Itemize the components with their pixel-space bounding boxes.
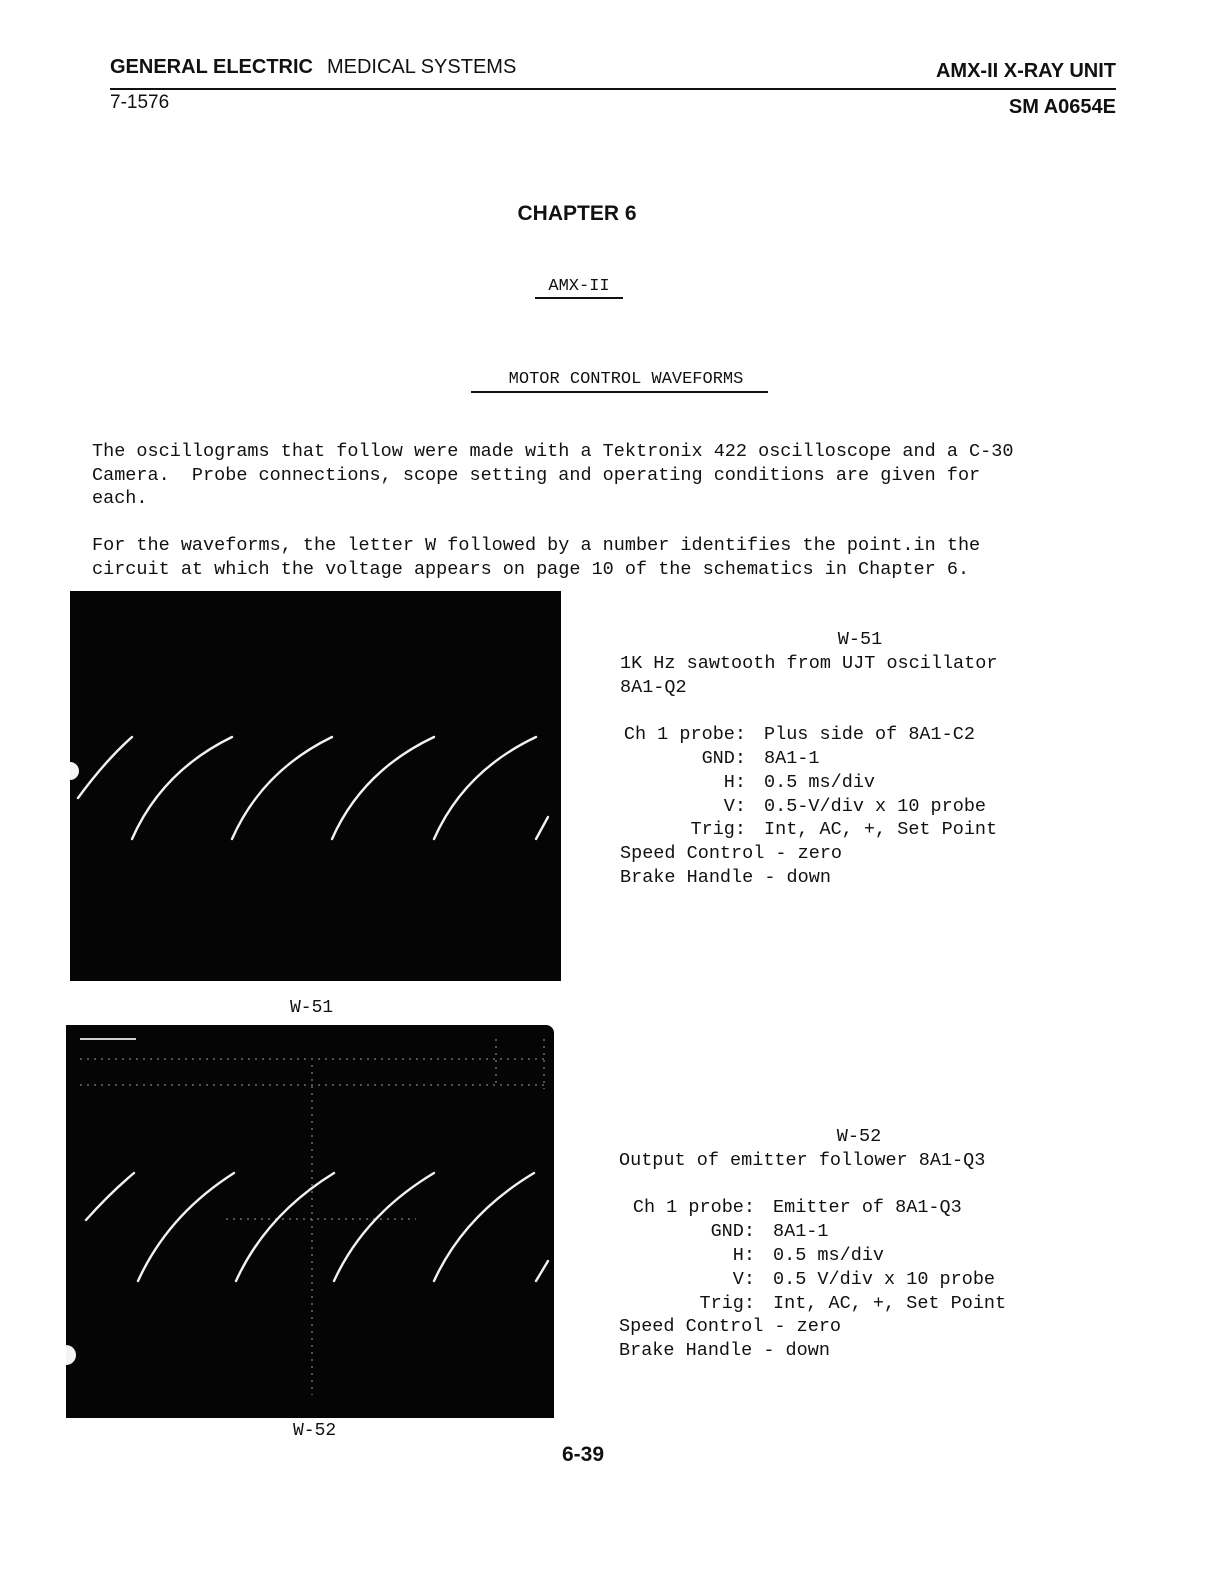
setting-key: GND:	[701, 747, 746, 769]
setting-key: V:	[723, 795, 746, 817]
oscillogram-caption-w51: W-51	[290, 998, 334, 1018]
setting-row	[619, 1292, 1049, 1316]
sawtooth-trace	[86, 1173, 548, 1281]
condition-line: Speed Control - zero	[620, 843, 843, 865]
condition-line: Brake Handle - down	[619, 1340, 830, 1362]
setting-value: Plus side of 8A1-C2	[764, 724, 975, 746]
setting-row	[620, 771, 1040, 795]
condition-line: Speed Control - zero	[619, 1316, 842, 1338]
waveform-description: Output of emitter follower 8A1-Q3	[619, 1149, 986, 1171]
oscillogram-caption-w52: W-52	[293, 1421, 337, 1441]
subtitle-underline	[535, 297, 623, 299]
condition-line: Brake Handle - down	[620, 866, 831, 888]
setting-key: Ch 1 probe:	[623, 724, 746, 746]
setting-value: 0.5-V/div x 10 probe	[764, 795, 987, 817]
page-number: 6-39	[561, 1443, 605, 1466]
setting-key: H:	[723, 771, 746, 793]
setting-value: 8A1-1	[764, 747, 820, 769]
waveform-component: 8A1-Q2	[620, 676, 687, 698]
setting-row	[619, 1268, 1049, 1292]
setting-key: Trig:	[699, 1292, 755, 1314]
header-left	[110, 56, 516, 79]
division-name: MEDICAL SYSTEMS	[326, 56, 517, 78]
trace-marker	[66, 1345, 76, 1365]
chapter-title: CHAPTER 6	[517, 202, 637, 225]
setting-value: 0.5 V/div x 10 probe	[773, 1268, 996, 1290]
setting-key: Trig:	[690, 819, 746, 841]
setting-row	[619, 1244, 1049, 1268]
setting-key: H:	[732, 1244, 755, 1266]
section-title-underline	[471, 391, 768, 393]
header-rule	[110, 88, 1116, 90]
setting-key: GND:	[710, 1221, 755, 1243]
waveform-id: W-52	[836, 1126, 882, 1147]
spec-block-w52	[619, 1125, 1049, 1363]
sawtooth-trace	[78, 737, 548, 839]
setting-value: 8A1-1	[773, 1221, 829, 1243]
product-name: AMX-II X-RAY UNIT	[935, 60, 1116, 82]
company-name: GENERAL ELECTRIC	[110, 56, 313, 78]
waveform-id: W-51	[837, 629, 883, 650]
setting-key: V:	[732, 1268, 755, 1290]
setting-value: 0.5 ms/div	[773, 1244, 885, 1266]
intro-paragraph-2: For the waveforms, the letter W followed by a number identifies the point.in the circuit at which the voltage appears on page 10 of the schematics in Chapter 6.	[92, 535, 981, 580]
setting-value: 0.5 ms/div	[764, 771, 876, 793]
graticule	[80, 1039, 546, 1395]
setting-row	[620, 818, 1040, 842]
setting-row	[620, 795, 1040, 819]
doc-number: 7-1576	[110, 92, 170, 113]
setting-row	[620, 723, 1040, 747]
oscillogram-w51-trace	[70, 591, 561, 981]
setting-row	[620, 747, 1040, 771]
oscillogram-w52-trace	[66, 1025, 554, 1418]
setting-value: Int, AC, +, Set Point	[773, 1292, 1007, 1314]
oscillogram-w52	[66, 1025, 554, 1418]
intro-paragraph-1: The oscillograms that follow were made with a Tektronix 422 oscilloscope and a C-30 Camera. Probe connections, scope setting and operating conditions are given for each.	[92, 441, 1014, 509]
section-title: MOTOR CONTROL WAVEFORMS	[508, 370, 744, 389]
spec-block-w51	[620, 628, 1040, 890]
trace-marker	[70, 762, 79, 780]
setting-key: Ch 1 probe:	[632, 1197, 755, 1219]
oscillogram-w51	[70, 591, 561, 981]
setting-row	[619, 1220, 1049, 1244]
subtitle: AMX-II	[548, 277, 610, 296]
setting-value: Int, AC, +, Set Point	[764, 819, 998, 841]
waveform-description: 1K Hz sawtooth from UJT oscillator	[620, 652, 998, 674]
setting-row	[619, 1196, 1049, 1220]
manual-number: SM A0654E	[1008, 96, 1116, 118]
setting-value: Emitter of 8A1-Q3	[773, 1197, 962, 1219]
